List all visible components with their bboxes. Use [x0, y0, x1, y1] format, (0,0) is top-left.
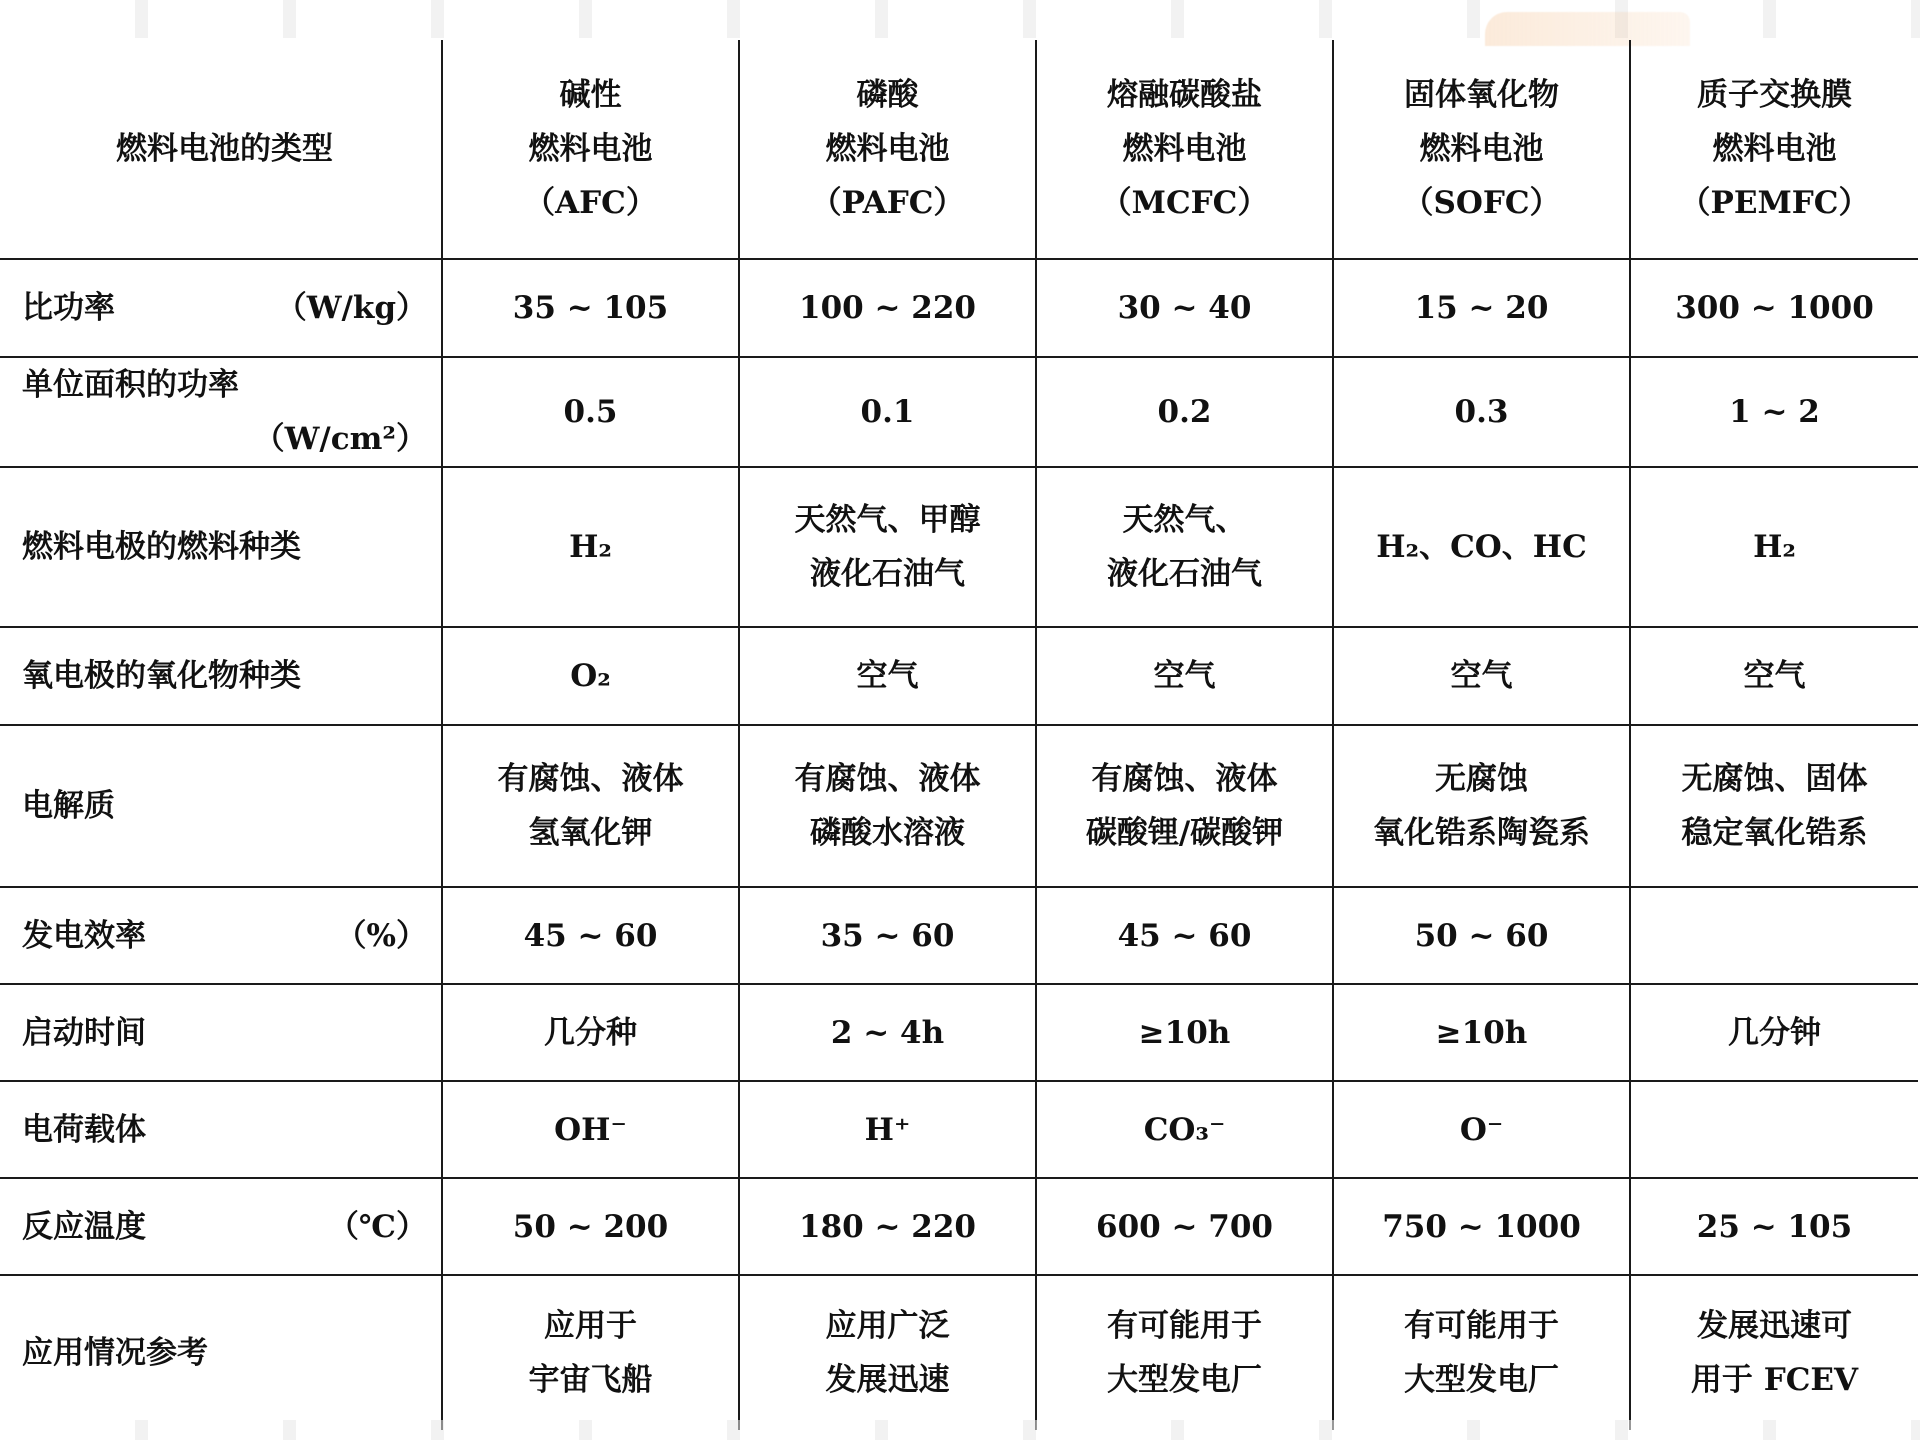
row-label: 单位面积的功率: [22, 367, 239, 403]
cell-value: 45 ~ 60: [1117, 917, 1252, 954]
table-cell: [1036, 1081, 1333, 1178]
header-line: 燃料电池: [825, 131, 950, 167]
row-label-cell: [0, 357, 442, 467]
cell-value: 宇宙飞船: [528, 1362, 653, 1398]
table-row: [0, 357, 1918, 467]
row-label: 启动时间: [22, 1014, 146, 1051]
table-row: [0, 467, 1918, 627]
cell-value: 有可能用于: [1404, 1308, 1559, 1344]
cell-value: 45 ~ 60: [523, 917, 658, 954]
table-cell: [1630, 1081, 1918, 1178]
cell-value: 天然气、甲醇: [794, 502, 981, 538]
table-cell: [1333, 725, 1630, 887]
row-label-cell: [0, 725, 442, 887]
cell-value: 0.2: [1157, 394, 1212, 430]
header-row: [0, 40, 1918, 259]
cell-value: H₂: [569, 529, 612, 565]
cell-value: 25 ~ 105: [1696, 1208, 1853, 1245]
table-cell: [1630, 1275, 1918, 1430]
cell-value: 天然气、: [1122, 502, 1247, 538]
cell-value: 发展迅速: [825, 1362, 950, 1398]
header-cell-sofc: [1333, 40, 1630, 259]
row-label-cell: [0, 467, 442, 627]
row-label-cell: [0, 887, 442, 984]
table-cell: [739, 887, 1036, 984]
header-line: 碱性: [559, 77, 622, 113]
cell-value: 50 ~ 200: [512, 1208, 669, 1245]
cell-value: 有腐蚀、液体: [1091, 761, 1278, 797]
table-cell: [1036, 1178, 1333, 1275]
cell-value: 液化石油气: [1107, 556, 1262, 592]
table-cell: [739, 627, 1036, 725]
cell-value: 35 ~ 105: [512, 290, 669, 326]
row-label-cell: [0, 1081, 442, 1178]
table-cell: [739, 1275, 1036, 1430]
header-line: （PAFC）: [810, 185, 965, 221]
header-line: 质子交换膜: [1697, 77, 1852, 113]
cell-value: 几分钟: [1728, 1014, 1821, 1051]
cell-value: 发展迅速可: [1697, 1308, 1852, 1344]
table-cell: [442, 1178, 739, 1275]
table-cell: [1333, 1081, 1630, 1178]
row-label-cell: [0, 1275, 442, 1430]
table-cell: [442, 627, 739, 725]
cell-value: 空气: [1450, 658, 1513, 694]
row-unit: （W/cm²）: [253, 421, 427, 457]
cell-value: 1 ~ 2: [1729, 394, 1820, 430]
cell-value: 空气: [1153, 658, 1216, 694]
table-cell: [739, 984, 1036, 1081]
cell-value: 有腐蚀、液体: [794, 761, 981, 797]
fuel-cell-comparison-table: [0, 40, 1918, 1430]
row-label: 反应温度: [22, 1208, 146, 1245]
table-row: [0, 1081, 1918, 1178]
header-line: 熔融碳酸盐: [1107, 77, 1262, 113]
table-row: [0, 984, 1918, 1081]
table-body: [0, 40, 1918, 1430]
table-cell: [739, 725, 1036, 887]
table-row: [0, 1178, 1918, 1275]
cell-value: 0.3: [1454, 394, 1509, 430]
header-title: 燃料电池的类型: [116, 131, 333, 167]
cell-value: 氢氧化钾: [528, 815, 653, 851]
cell-value: 碳酸锂/碳酸钾: [1085, 815, 1284, 851]
table-cell: [442, 725, 739, 887]
table-cell: [1333, 627, 1630, 725]
cell-value: 180 ~ 220: [799, 1208, 976, 1245]
header-line: 燃料电池: [528, 131, 653, 167]
table-cell: [1333, 1275, 1630, 1430]
table-cell: [1630, 984, 1918, 1081]
cell-value: 35 ~ 60: [820, 917, 955, 954]
cell-value: ≥10h: [1435, 1014, 1528, 1051]
cell-value: H₂: [1753, 529, 1796, 565]
table-cell: [739, 259, 1036, 357]
table-cell: [1036, 259, 1333, 357]
row-unit: （℃）: [327, 1208, 427, 1245]
table-cell: [442, 1081, 739, 1178]
cell-value: 750 ~ 1000: [1382, 1208, 1581, 1245]
table-row: [0, 627, 1918, 725]
cell-value: 应用于: [544, 1308, 637, 1344]
cell-value: 有可能用于: [1107, 1308, 1262, 1344]
header-cell-pemfc: [1630, 40, 1918, 259]
cell-value: 有腐蚀、液体: [497, 761, 684, 797]
bottom-paper-strip: [0, 1420, 1920, 1440]
row-label-cell: [0, 627, 442, 725]
table-cell: [1630, 887, 1918, 984]
table-cell: [1036, 467, 1333, 627]
cell-value: 空气: [1743, 658, 1806, 694]
cell-value: 2 ~ 4h: [830, 1014, 945, 1051]
row-label: 燃料电极的燃料种类: [22, 529, 301, 565]
table-cell: [739, 467, 1036, 627]
cell-value: 15 ~ 20: [1414, 290, 1549, 326]
table-cell: [1333, 1178, 1630, 1275]
table-cell: [442, 259, 739, 357]
cell-value: 50 ~ 60: [1414, 917, 1549, 954]
row-unit: （W/kg）: [275, 290, 427, 326]
table-cell: [1036, 725, 1333, 887]
row-label: 比功率: [22, 290, 115, 326]
header-line: （PEMFC）: [1679, 185, 1870, 221]
table-row: [0, 887, 1918, 984]
row-unit: （%）: [335, 917, 427, 954]
table-cell: [442, 984, 739, 1081]
table-cell: [1630, 467, 1918, 627]
header-line: 燃料电池: [1419, 131, 1544, 167]
header-line: （AFC）: [524, 185, 657, 221]
table-cell: [1333, 357, 1630, 467]
table-cell: [739, 1081, 1036, 1178]
cell-value: 大型发电厂: [1107, 1362, 1262, 1398]
table-cell: [1036, 627, 1333, 725]
cell-value: H₂、CO、HC: [1376, 529, 1587, 565]
cell-value: 几分种: [544, 1014, 637, 1051]
cell-value: 磷酸水溶液: [810, 815, 965, 851]
table-row: [0, 1275, 1918, 1430]
cell-value: 100 ~ 220: [799, 290, 976, 326]
table-row: [0, 259, 1918, 357]
table-cell: [1333, 984, 1630, 1081]
cell-value: 稳定氧化锆系: [1681, 815, 1868, 851]
header-line: （MCFC）: [1100, 185, 1269, 221]
cell-value: 应用广泛: [825, 1308, 950, 1344]
cell-value: 空气: [856, 658, 919, 694]
cell-value: 氧化锆系陶瓷系: [1373, 815, 1590, 851]
row-label: 电荷载体: [22, 1111, 146, 1148]
table-cell: [1630, 259, 1918, 357]
cell-value: 无腐蚀: [1435, 761, 1528, 797]
header-line: 固体氧化物: [1404, 77, 1559, 113]
cell-value: 0.5: [563, 394, 618, 430]
header-line: 燃料电池: [1712, 131, 1837, 167]
table-cell: [1333, 259, 1630, 357]
table-cell: [442, 887, 739, 984]
cell-value: 300 ~ 1000: [1675, 290, 1874, 326]
cell-value: 用于 FCEV: [1690, 1362, 1859, 1398]
table-cell: [1333, 467, 1630, 627]
table-cell: [442, 357, 739, 467]
table-cell: [442, 467, 739, 627]
header-line: 磷酸: [856, 77, 919, 113]
row-label-cell: [0, 1178, 442, 1275]
row-label: 应用情况参考: [22, 1335, 208, 1371]
table-cell: [1333, 887, 1630, 984]
table-cell: [1630, 357, 1918, 467]
cell-value: O₂: [570, 658, 611, 694]
header-title-cell: [0, 40, 442, 259]
cell-value: O⁻: [1459, 1111, 1504, 1148]
table-cell: [1630, 1178, 1918, 1275]
row-label-cell: [0, 259, 442, 357]
header-line: 燃料电池: [1122, 131, 1247, 167]
row-label-cell: [0, 984, 442, 1081]
cell-value: 600 ~ 700: [1096, 1208, 1273, 1245]
table-cell: [739, 357, 1036, 467]
cell-value: ≥10h: [1138, 1014, 1231, 1051]
table-cell: [1630, 627, 1918, 725]
header-cell-afc: [442, 40, 739, 259]
row-label: 发电效率: [22, 917, 146, 954]
header-line: （SOFC）: [1402, 185, 1561, 221]
header-cell-pafc: [739, 40, 1036, 259]
cell-value: 无腐蚀、固体: [1681, 761, 1868, 797]
table-row: [0, 725, 1918, 887]
row-label: 氧电极的氧化物种类: [22, 658, 301, 694]
cell-value: CO₃⁻: [1143, 1111, 1226, 1148]
table-cell: [1036, 1275, 1333, 1430]
table-cell: [739, 1178, 1036, 1275]
cell-value: 液化石油气: [810, 556, 965, 592]
cell-value: H⁺: [864, 1111, 911, 1148]
cell-value: 大型发电厂: [1404, 1362, 1559, 1398]
table-cell: [442, 1275, 739, 1430]
table-cell: [1036, 357, 1333, 467]
header-cell-mcfc: [1036, 40, 1333, 259]
table-cell: [1630, 725, 1918, 887]
table-cell: [1036, 887, 1333, 984]
row-label: 电解质: [22, 788, 115, 824]
cell-value: 0.1: [860, 394, 915, 430]
cell-value: OH⁻: [554, 1111, 627, 1148]
table-cell: [1036, 984, 1333, 1081]
cell-value: 30 ~ 40: [1117, 290, 1252, 326]
